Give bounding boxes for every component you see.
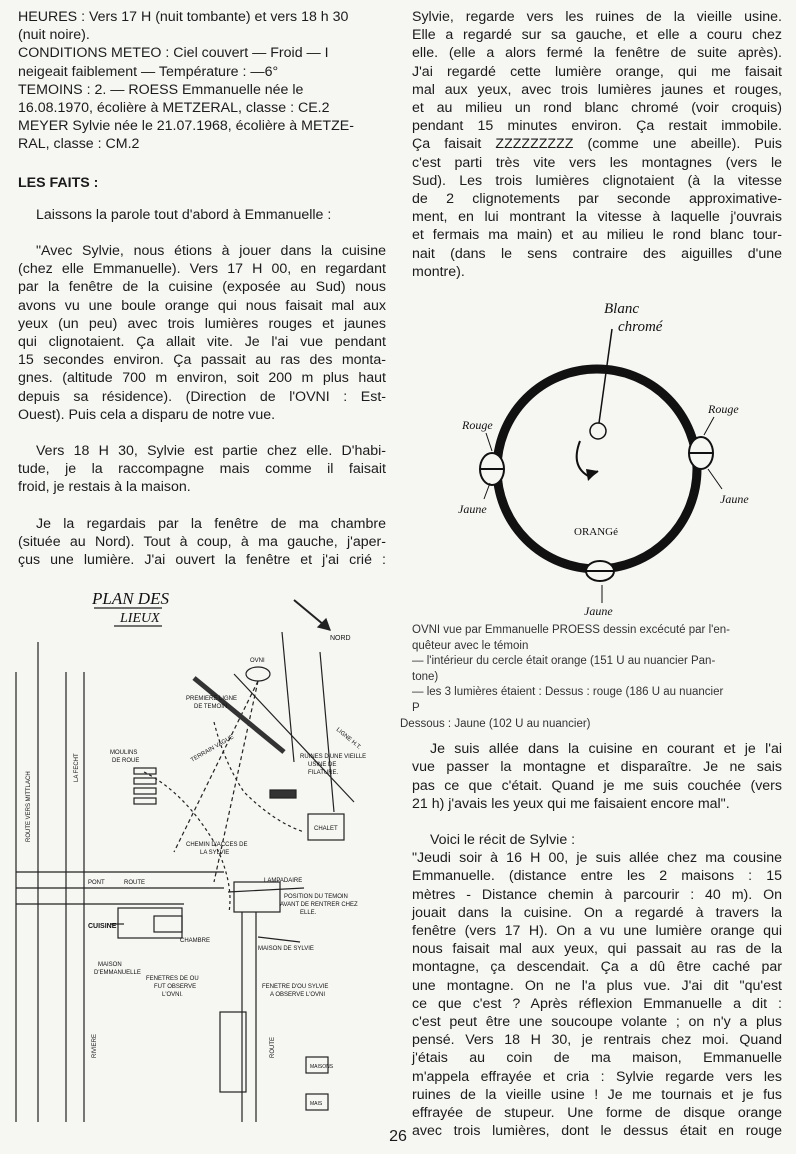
text-line: montagne, ça descendait. Ça a dû être caché par xyxy=(412,959,782,976)
text-line: "Jeudi soir à 16 H 00, je suis allée chez ma cousine xyxy=(412,850,782,867)
text-line: RAL, classe : CM.2 xyxy=(18,136,140,153)
plan-label: ROUTE xyxy=(270,1037,276,1058)
text-line: HEURES : Vers 17 H (nuit tombante) et vers 18 h 30 xyxy=(18,9,349,25)
page-number: 26 xyxy=(389,1128,407,1145)
text-line: effrayée de stupeur. Une forme de disque orange xyxy=(412,1105,782,1122)
plan-label: MAISONS xyxy=(310,1064,334,1070)
plan-label: DE TEMOIN. xyxy=(194,704,229,710)
plan-label: L'OVNI. xyxy=(162,992,183,998)
sketch-label-chrome: chromé xyxy=(618,319,663,336)
text-line: jouait dans la cuisine. On a regardé à travers la xyxy=(412,904,782,921)
text-line: Elle a regardé sur sa gauche, et elle a couru chez xyxy=(412,27,782,44)
caption-line: OVNI vue par Emmanuelle PROESS dessin excécuté par l'en- xyxy=(412,624,730,637)
emmanuelle-paragraph-2 xyxy=(18,442,386,497)
text-line: neigeait faiblement — Température : —6° xyxy=(18,63,279,80)
plan-label: LIGNE H.T. xyxy=(334,726,362,752)
plan-label: POSITION DU TEMOIN xyxy=(284,894,348,900)
text-line: vue passer la montagne et disparaître. Je ne sais xyxy=(412,759,782,776)
text-line: Emmanuelle. (distance entre les 2 maisons : 15 xyxy=(412,868,782,885)
plan-label: LA SYLVIE xyxy=(200,850,230,856)
text-line: (nuit noire). xyxy=(18,27,90,44)
header-info xyxy=(18,8,386,154)
plan-label: PONT xyxy=(88,880,105,886)
text-line: "Avec Sylvie, nous étions à jouer dans la cuisine xyxy=(36,243,386,260)
site-plan-map xyxy=(14,582,392,1122)
section-heading: LES FAITS : xyxy=(18,174,99,191)
plan-label: FENETRES DE OU xyxy=(146,976,199,982)
plan-label: MAIS xyxy=(310,1101,323,1107)
sylvie-intro: Voici le récit de Sylvie : xyxy=(430,832,576,849)
text-line: c'est parti très vite vers les montagnes (vers le xyxy=(412,154,782,171)
plan-label: ROUTE VERS MITTLACH xyxy=(26,771,32,842)
plan-label: ROUTE xyxy=(124,880,145,886)
text-line: 21 h) j'avais les yeux qui me faisaient encore mal". xyxy=(412,795,730,812)
text-line: froid, je restais à la maison. xyxy=(18,479,191,496)
text-line: et fermais ma main) et au milieu le rond blanc tour- xyxy=(412,227,782,244)
right-paragraph-1 xyxy=(412,8,782,281)
text-line: MEYER Sylvie née le 21.07.1968, écolière à METZE- xyxy=(18,118,354,135)
plan-label: CHAMBRE xyxy=(180,938,211,944)
ufo-sketch xyxy=(412,281,782,619)
sketch-label-blanc: Blanc xyxy=(604,301,639,318)
sketch-label-jaune-bottom: Jaune xyxy=(584,604,613,619)
text-line: ruines de la vieille usine ! Je me tournais et je fus xyxy=(412,1086,782,1103)
caption-line: — l'intérieur du cercle était orange (151 U au nuancier Pan- xyxy=(412,655,716,668)
left-column xyxy=(18,8,386,569)
plan-title-2: LIEUX xyxy=(120,611,160,626)
plan-nord: NORD xyxy=(330,635,351,642)
plan-label: LA FECHT xyxy=(74,753,80,782)
text-line: j'étais au coin de ma maison, Emmanuelle xyxy=(412,1050,782,1067)
text-line: de 2 clignotements par seconde approximative- xyxy=(412,191,782,208)
text-line: Sylvie, regarde vers les ruines de la vieille usine. xyxy=(412,9,782,25)
text-line: 16.08.1970, écolière à METZERAL, classe : CE.2 xyxy=(18,100,330,117)
plan-label: TERRAIN VAGUE xyxy=(190,734,236,764)
text-line: Je la regardais par la fenêtre de ma chambre xyxy=(36,515,386,532)
text-line: Vers 18 H 30, Sylvie est partie chez elle. D'habi- xyxy=(36,443,386,460)
text-line: gnes. (altitude 700 m environ, soit 200 m plus haut xyxy=(18,370,386,387)
caption-line: Dessous : Jaune (102 U au nuancier) xyxy=(400,717,591,730)
plan-label: PREMIERE LIGNE xyxy=(186,696,238,702)
sketch-label-rouge-right: Rouge xyxy=(708,402,739,417)
emmanuelle-paragraph-1 xyxy=(18,242,386,424)
text-line: m'appela effrayée et cria : Sylvie regarde vers les xyxy=(412,1068,782,1085)
plan-label: MAISON DE SYLVIE xyxy=(258,946,314,952)
text-line: pas ce que c'était. Quand je me suis couchée (vers xyxy=(412,777,782,794)
plan-label: CUISINE xyxy=(88,923,117,930)
caption-line: tone) xyxy=(412,670,439,683)
text-line: elle. (elle a alors fermé la fenêtre de suite après). xyxy=(412,45,782,62)
text-line: nait (dans le sens contraire des aiguilles d'une xyxy=(412,245,782,262)
plan-label: USINE DE xyxy=(308,762,337,768)
text-line: nous faisait mal aux yeux, qui passait au ras de la xyxy=(412,941,782,958)
text-line: Ouest). Puis cela a disparu de notre vue. xyxy=(18,406,276,423)
plan-title-1: PLAN DES xyxy=(92,589,169,608)
caption-line: — les 3 lumières étaient : Dessus : rouge (186 U au nuancier xyxy=(412,686,724,699)
text-line: avec trois lumières, dont le dessus était en rouge xyxy=(412,1123,782,1140)
plan-label: A OBSERVE L'OVNI xyxy=(270,992,326,998)
plan-label: DE ROUE xyxy=(112,758,140,764)
sylvie-paragraph xyxy=(412,849,782,1140)
text-line: çus une lumière. J'ai ouvert la fenêtre et j'ai crié : xyxy=(18,552,386,569)
text-line: Sud). Les trois lumières clignotaient (à la vitesse xyxy=(412,172,782,189)
sketch-label-rouge-left: Rouge xyxy=(462,418,493,433)
caption-line: P xyxy=(412,702,420,715)
plan-label: RIVIERE xyxy=(92,1033,98,1058)
plan-label: CHEMIN D'ACCES DE xyxy=(186,842,248,848)
text-line: montre). xyxy=(412,263,465,280)
text-line: par la fenêtre de la cuisine (exposée au Sud) nous xyxy=(18,279,386,296)
text-line: 15 secondes environ. Ça passait au ras des monta- xyxy=(18,352,386,369)
right-column xyxy=(400,8,782,1140)
text-line: et au milieu un rond blanc chromé (voir croquis) xyxy=(412,100,782,117)
text-line: fenêtre (vers 17 H). On a vu une lumière orange qui xyxy=(412,923,782,940)
text-line: J'ai regardé cette lumière orange, qui me faisait xyxy=(412,63,782,80)
plan-label: FILATURE. xyxy=(308,770,339,776)
plan-label: D'EMMANUELLE xyxy=(94,970,141,976)
text-line: qui clignotaient. Ça allait vite. Je l'ai vue pendant xyxy=(18,334,386,351)
plan-label: CHALET xyxy=(314,826,338,832)
plan-ovni: OVNI xyxy=(250,658,265,664)
sketch-label-orange: ORANGé xyxy=(574,526,618,539)
emmanuelle-paragraph-3 xyxy=(18,515,386,570)
text-line: Ça faisait ZZZZZZZZZ (comme une abeille). Puis xyxy=(412,136,782,153)
text-line: (située au Nord). Tout à coup, à ma gauche, j'aper- xyxy=(18,533,386,550)
text-line: une montagne. On ne l'a plus vue. J'ai dit "qu'est xyxy=(412,977,782,994)
text-line: (chez elle Emmanuelle). Vers 17 H 00, en regardant xyxy=(18,261,386,278)
text-line: Je suis allée dans la cuisine en courant et je l'ai xyxy=(430,741,782,758)
plan-label: AVANT DE RENTRER CHEZ xyxy=(280,902,358,908)
text-line: avons vu une boule orange qui nous faisait mal aux xyxy=(18,297,386,314)
figure-caption xyxy=(400,623,782,732)
text-line: pendant 15 minutes environ. Ça restait immobile. xyxy=(412,118,782,135)
plan-label: FUT OBSERVE xyxy=(154,984,197,990)
text-line: mètres - Distance chemin à parcourir : 40 m). On xyxy=(412,886,782,903)
text-line: depuis sa résidence). (Direction de l'OVNI : Est- xyxy=(18,388,386,405)
text-line: mal aux yeux, avec trois lumières jaunes et rouges, xyxy=(412,81,782,98)
text-line: ment, en lui montrant la vitesse à laquelle j'ouvrais xyxy=(412,209,782,226)
text-line: yeux (un peu) avec trois lumières rouges et jaunes xyxy=(18,315,386,332)
right-paragraph-2 xyxy=(412,740,782,813)
text-line: pensé. Vers 18 H 30, je rentrais chez moi. Quand xyxy=(412,1032,782,1049)
plan-label: FENETRE D'OU SYLVIE xyxy=(262,984,329,990)
text-line: c'est peut être une soucoupe volante ; on n'y a plus xyxy=(412,1014,782,1031)
sketch-label-jaune-left: Jaune xyxy=(458,502,487,517)
plan-label: LAMPADAIRE xyxy=(264,878,303,884)
text-line: CONDITIONS METEO : Ciel couvert — Froid — I xyxy=(18,45,329,62)
text-line: tude, je la raccompagne mais comme il faisait xyxy=(18,461,386,478)
intro-line: Laissons la parole tout d'abord à Emmanuelle : xyxy=(36,206,332,223)
plan-label: RUINES D'UNE VIEILLE xyxy=(300,754,367,760)
text-line: TEMOINS : 2. — ROESS Emmanuelle née le xyxy=(18,81,304,98)
plan-label: ELLE. xyxy=(300,910,317,916)
plan-label: MAISON xyxy=(98,962,122,968)
sketch-label-jaune-right: Jaune xyxy=(720,492,749,507)
caption-line: quêteur avec le témoin xyxy=(412,639,529,652)
text-line: ce que c'est ? Après réflexion Emmanuelle a dit : xyxy=(412,995,782,1012)
plan-label: MOULINS xyxy=(110,750,138,756)
